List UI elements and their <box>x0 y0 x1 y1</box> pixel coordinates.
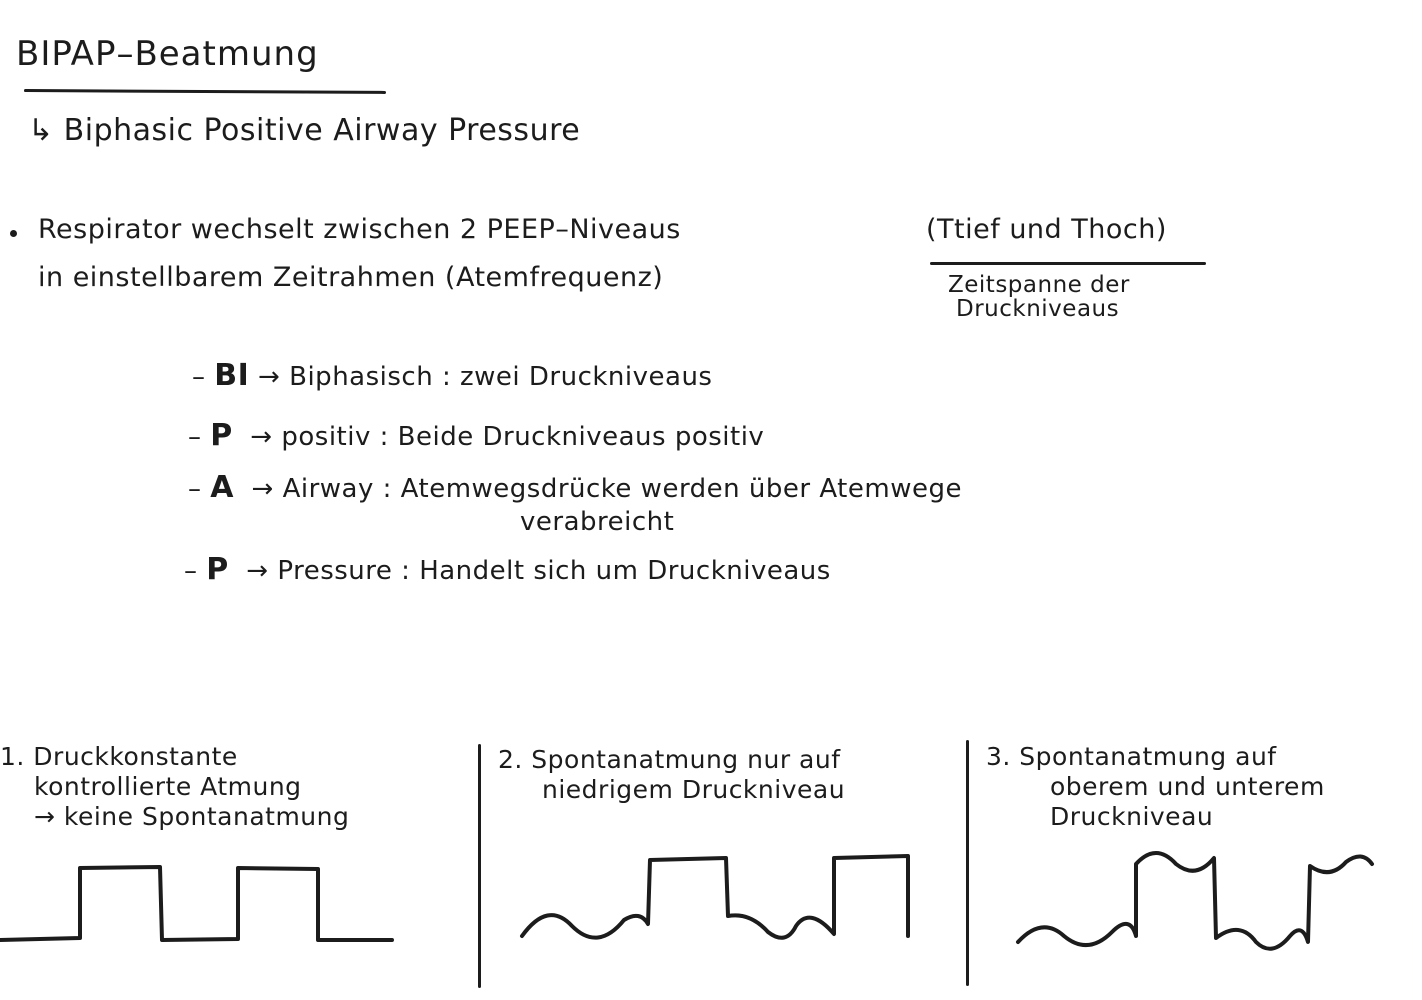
page-title: BIPAP–Beatmung <box>16 34 319 74</box>
caption-line: niedrigem Druckniveau <box>542 775 846 804</box>
acronym-word: Pressure <box>277 556 393 586</box>
acronym-word: Biphasisch <box>289 362 434 392</box>
acronym-word: positiv <box>281 422 371 452</box>
caption-line: 3. Spontanatmung auf <box>986 742 1277 771</box>
acronym-meaning: Atemwegsdrücke werden über Atemwege <box>400 474 962 504</box>
bracket-underline <box>930 262 1206 265</box>
panel-divider <box>966 740 969 986</box>
panel-3-caption <box>986 742 1325 832</box>
pressure-curve-spontaneous-both <box>1000 840 1422 960</box>
pressure-curve-spontaneous-low <box>500 840 920 950</box>
caption-line: kontrollierte Atmung <box>34 772 302 801</box>
panel-2-caption <box>498 745 845 805</box>
bullet-line-1: Respirator wechselt zwischen 2 PEEP–Niveaus <box>38 214 681 245</box>
acronym-meaning: Handelt sich um Druckniveaus <box>419 556 831 586</box>
note-line-1: Zeitspanne der <box>948 272 1130 298</box>
caption-line: oberem und unterem <box>1050 772 1325 801</box>
panel-divider <box>478 744 481 988</box>
title-underline <box>24 89 386 94</box>
pressure-curve-square <box>0 850 420 960</box>
acronym-row-4: – P → Pressure : Handelt sich um Druckniveaus <box>184 552 831 587</box>
acronym-letter: P <box>210 418 233 453</box>
bullet-bracket: (Ttief und Thoch) <box>926 214 1167 245</box>
acronym-meaning: zwei Druckniveaus <box>460 362 713 392</box>
acronym-row-3-continuation: verabreicht <box>520 507 675 537</box>
acronym-row-1: – BI → Biphasisch : zwei Druckniveaus <box>192 358 713 393</box>
subtitle: ↳ Biphasic Positive Airway Pressure <box>28 113 581 148</box>
acronym-letter: P <box>206 552 229 587</box>
acronym-letter: BI <box>214 358 250 393</box>
acronym-row-2: – P → positiv : Beide Druckniveaus positiv <box>188 418 765 453</box>
bullet-line-2: in einstellbarem Zeitrahmen (Atemfrequenz) <box>38 262 664 293</box>
caption-line: Druckniveau <box>1050 802 1214 831</box>
caption-line: 1. Druckkonstante <box>0 742 238 771</box>
acronym-word: Airway <box>282 474 374 504</box>
caption-line: 2. Spontanatmung nur auf <box>498 745 841 774</box>
acronym-row-3: – A → Airway : Atemwegsdrücke werden über Atemwege <box>188 470 962 505</box>
acronym-letter: A <box>210 470 234 505</box>
bullet-dot <box>10 230 17 237</box>
panel-1-caption <box>0 742 349 832</box>
note-line-2: Druckniveaus <box>956 296 1120 322</box>
acronym-meaning: Beide Druckniveaus positiv <box>397 422 765 452</box>
caption-line: → keine Spontanatmung <box>34 802 350 831</box>
